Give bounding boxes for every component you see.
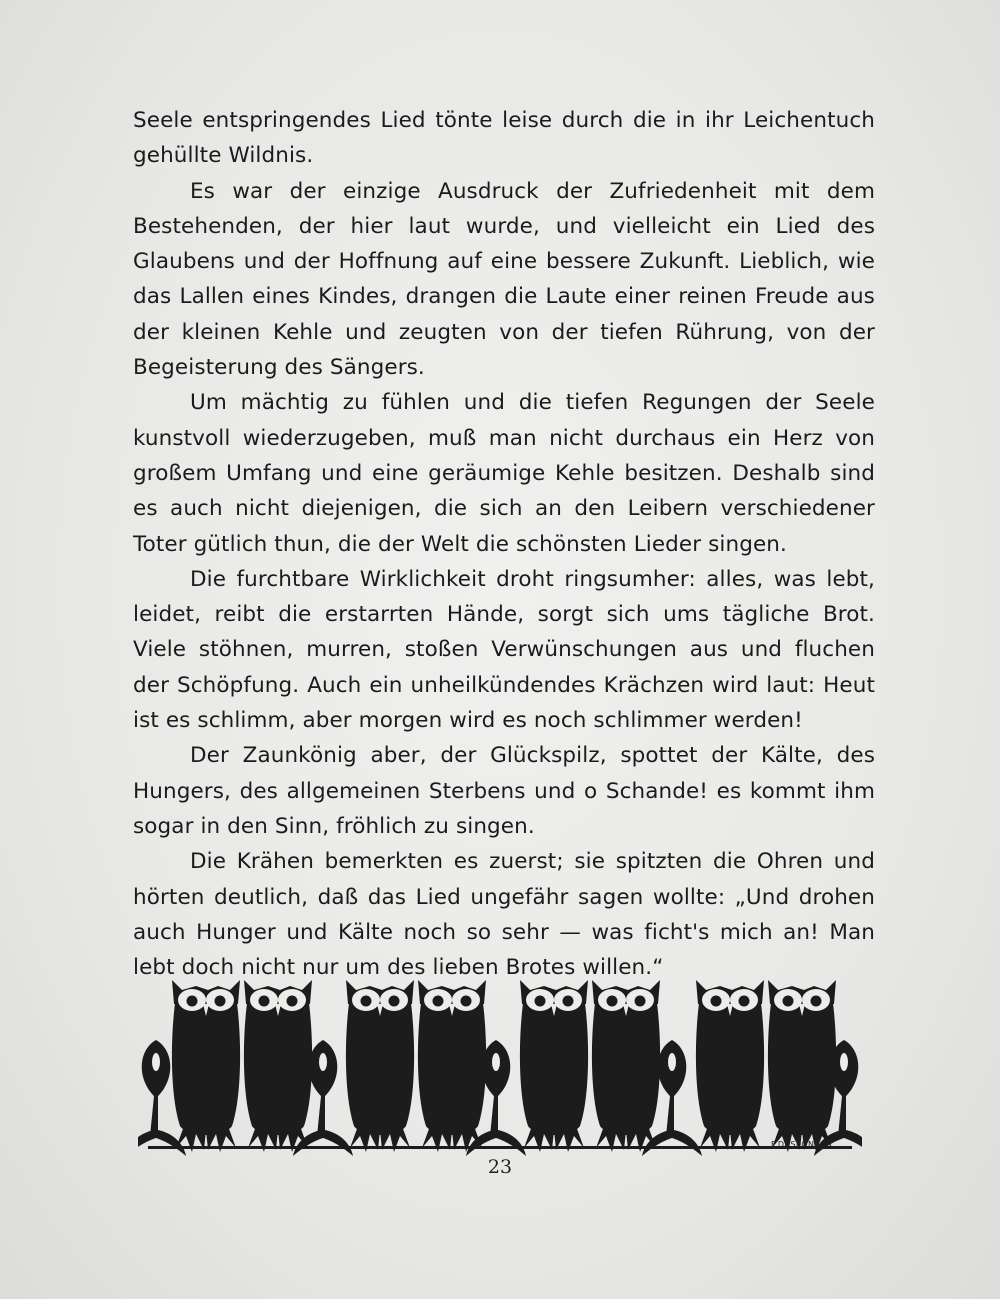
paragraph-4: Die furchtbare Wirklichkeit droht ringsumher: alles, was lebt, leidet, reibt die erstarrten Hände, sorgt sich ums tägliche Brot. Viele stöhnen, murren, stoßen Verwünschungen aus und fluchen der Schöpfung. Auch ein unheilkündendes Krächzen wird laut: Heut ist es schlimm, aber morgen wird es noch schlimmer werden!: [133, 566, 875, 734]
paragraph-2: Es war der einzige Ausdruck der Zufriedenheit mit dem Bestehenden, der hier laut wurde, und vielleicht ein Lied des Glaubens und der Hoffnung auf eine bessere Zukunft. Lieblich, wie das Lallen eines Kindes, drangen die Laute einer reinen Freude aus der kleinen Kehle und zeugten von der tiefen Rührung, von der Begeisterung des Sängers.: [133, 178, 875, 381]
body-text: [133, 103, 875, 985]
artist-signature: F.DASKONA: [771, 1140, 821, 1149]
page-number: 23: [487, 1156, 513, 1178]
paragraph-6: Die Krähen bemerkten es zuerst; sie spitzten die Ohren und hörten deutlich, daß das Lied ungefähr sagen wollte: „Und drohen auch Hunger und Kälte noch so sehr — was ficht's mich an! Man lebt doch nicht nur um des lieben Brotes willen.“: [133, 849, 875, 981]
owl-group: [138, 980, 862, 1156]
paragraph-5: Der Zaunkönig aber, der Glückspilz, spottet der Kälte, des Hungers, des allgemeinen Sterbens und o Schande! es kommt ihm sogar in den Sinn, fröhlich zu singen.: [133, 743, 875, 839]
paragraph-3: Um mächtig zu fühlen und die tiefen Regungen der Seele kunstvoll wiederzugeben, muß man nicht durchaus ein Herz von großem Umfang und eine geräumige Kehle besitzen. Deshalb sind es auch nicht diejenigen, die sich an den Leibern verschiedener Toter gütlich thun, die der Welt die schönsten Lieder singen.: [133, 390, 875, 557]
owl-frieze-illustration: [138, 970, 862, 1160]
paragraph-1: Seele entspringendes Lied tönte leise durch die in ihr Leichentuch gehüllte Wildnis.: [133, 108, 875, 169]
